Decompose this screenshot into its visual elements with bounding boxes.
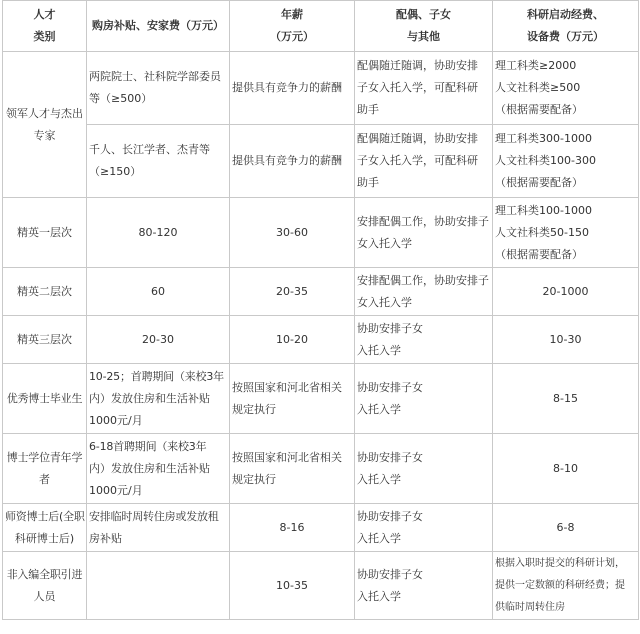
spouse-cell: 安排配偶工作，协助安排子 女入托入学 <box>355 198 493 268</box>
research-cell: 根据入职时提交的科研计划， 提供一定数额的科研经费；提 供临时周转住房 <box>493 552 639 620</box>
table-row <box>3 434 639 504</box>
research-cell: 10-30 <box>493 316 639 364</box>
category-cell: 优秀博士毕业生 <box>3 364 87 434</box>
research-cell: 8-15 <box>493 364 639 434</box>
housing-cell: 60 <box>87 268 230 316</box>
salary-cell: 10-20 <box>230 316 355 364</box>
table-row <box>3 125 639 198</box>
category-cell: 精英一层次 <box>3 198 87 268</box>
salary-cell: 提供具有竞争力的薪酬 <box>230 52 355 125</box>
category-cell: 非入编全职引进 人员 <box>3 552 87 620</box>
table-header-row <box>3 1 639 52</box>
category-cell: 精英二层次 <box>3 268 87 316</box>
header-spouse: 配偶、子女 与其他 <box>355 1 493 52</box>
housing-cell: 两院院士、社科院学部委员 等（≥500） <box>87 52 230 125</box>
research-cell: 理工科类100-1000 人文社科类50-150 （根据需要配备） <box>493 198 639 268</box>
spouse-cell: 协助安排子女 入托入学 <box>355 364 493 434</box>
research-cell: 20-1000 <box>493 268 639 316</box>
spouse-cell: 协助安排子女 入托入学 <box>355 504 493 552</box>
salary-cell: 30-60 <box>230 198 355 268</box>
salary-cell: 20-35 <box>230 268 355 316</box>
spouse-cell: 配偶随迁随调，协助安排 子女入托入学，可配科研 助手 <box>355 125 493 198</box>
table-row <box>3 198 639 268</box>
salary-cell: 提供具有竞争力的薪酬 <box>230 125 355 198</box>
header-research: 科研启动经费、 设备费（万元） <box>493 1 639 52</box>
research-cell: 理工科类300-1000 人文社科类100-300 （根据需要配备） <box>493 125 639 198</box>
table-row <box>3 364 639 434</box>
spouse-cell: 安排配偶工作，协助安排子 女入托入学 <box>355 268 493 316</box>
table-row <box>3 552 639 620</box>
housing-cell: 安排临时周转住房或发放租 房补贴 <box>87 504 230 552</box>
housing-cell: 千人、长江学者、杰青等 （≥150） <box>87 125 230 198</box>
salary-cell: 按照国家和河北省相关 规定执行 <box>230 434 355 504</box>
spouse-cell: 协助安排子女 入托入学 <box>355 552 493 620</box>
header-housing: 购房补贴、安家费（万元） <box>87 1 230 52</box>
housing-cell: 20-30 <box>87 316 230 364</box>
spouse-cell: 协助安排子女 入托入学 <box>355 316 493 364</box>
table-row <box>3 316 639 364</box>
salary-cell: 8-16 <box>230 504 355 552</box>
header-category: 人才 类别 <box>3 1 87 52</box>
salary-cell: 10-35 <box>230 552 355 620</box>
header-salary: 年薪 （万元） <box>230 1 355 52</box>
table-row <box>3 268 639 316</box>
research-cell: 理工科类≥2000 人文社科类≥500 （根据需要配备） <box>493 52 639 125</box>
salary-cell: 按照国家和河北省相关 规定执行 <box>230 364 355 434</box>
table-row <box>3 52 639 125</box>
spouse-cell: 配偶随迁随调，协助安排 子女入托入学，可配科研 助手 <box>355 52 493 125</box>
housing-cell: 10-25；首聘期间（来校3年 内）发放住房和生活补贴 1000元/月 <box>87 364 230 434</box>
category-cell: 领军人才与杰出 专家 <box>3 52 87 198</box>
housing-cell: 6-18首聘期间（来校3年 内）发放住房和生活补贴 1000元/月 <box>87 434 230 504</box>
talent-policy-table <box>2 0 639 620</box>
housing-cell <box>87 552 230 620</box>
category-cell: 博士学位青年学 者 <box>3 434 87 504</box>
housing-cell: 80-120 <box>87 198 230 268</box>
research-cell: 8-10 <box>493 434 639 504</box>
category-cell: 精英三层次 <box>3 316 87 364</box>
category-cell: 师资博士后(全职 科研博士后) <box>3 504 87 552</box>
table-row <box>3 504 639 552</box>
research-cell: 6-8 <box>493 504 639 552</box>
spouse-cell: 协助安排子女 入托入学 <box>355 434 493 504</box>
